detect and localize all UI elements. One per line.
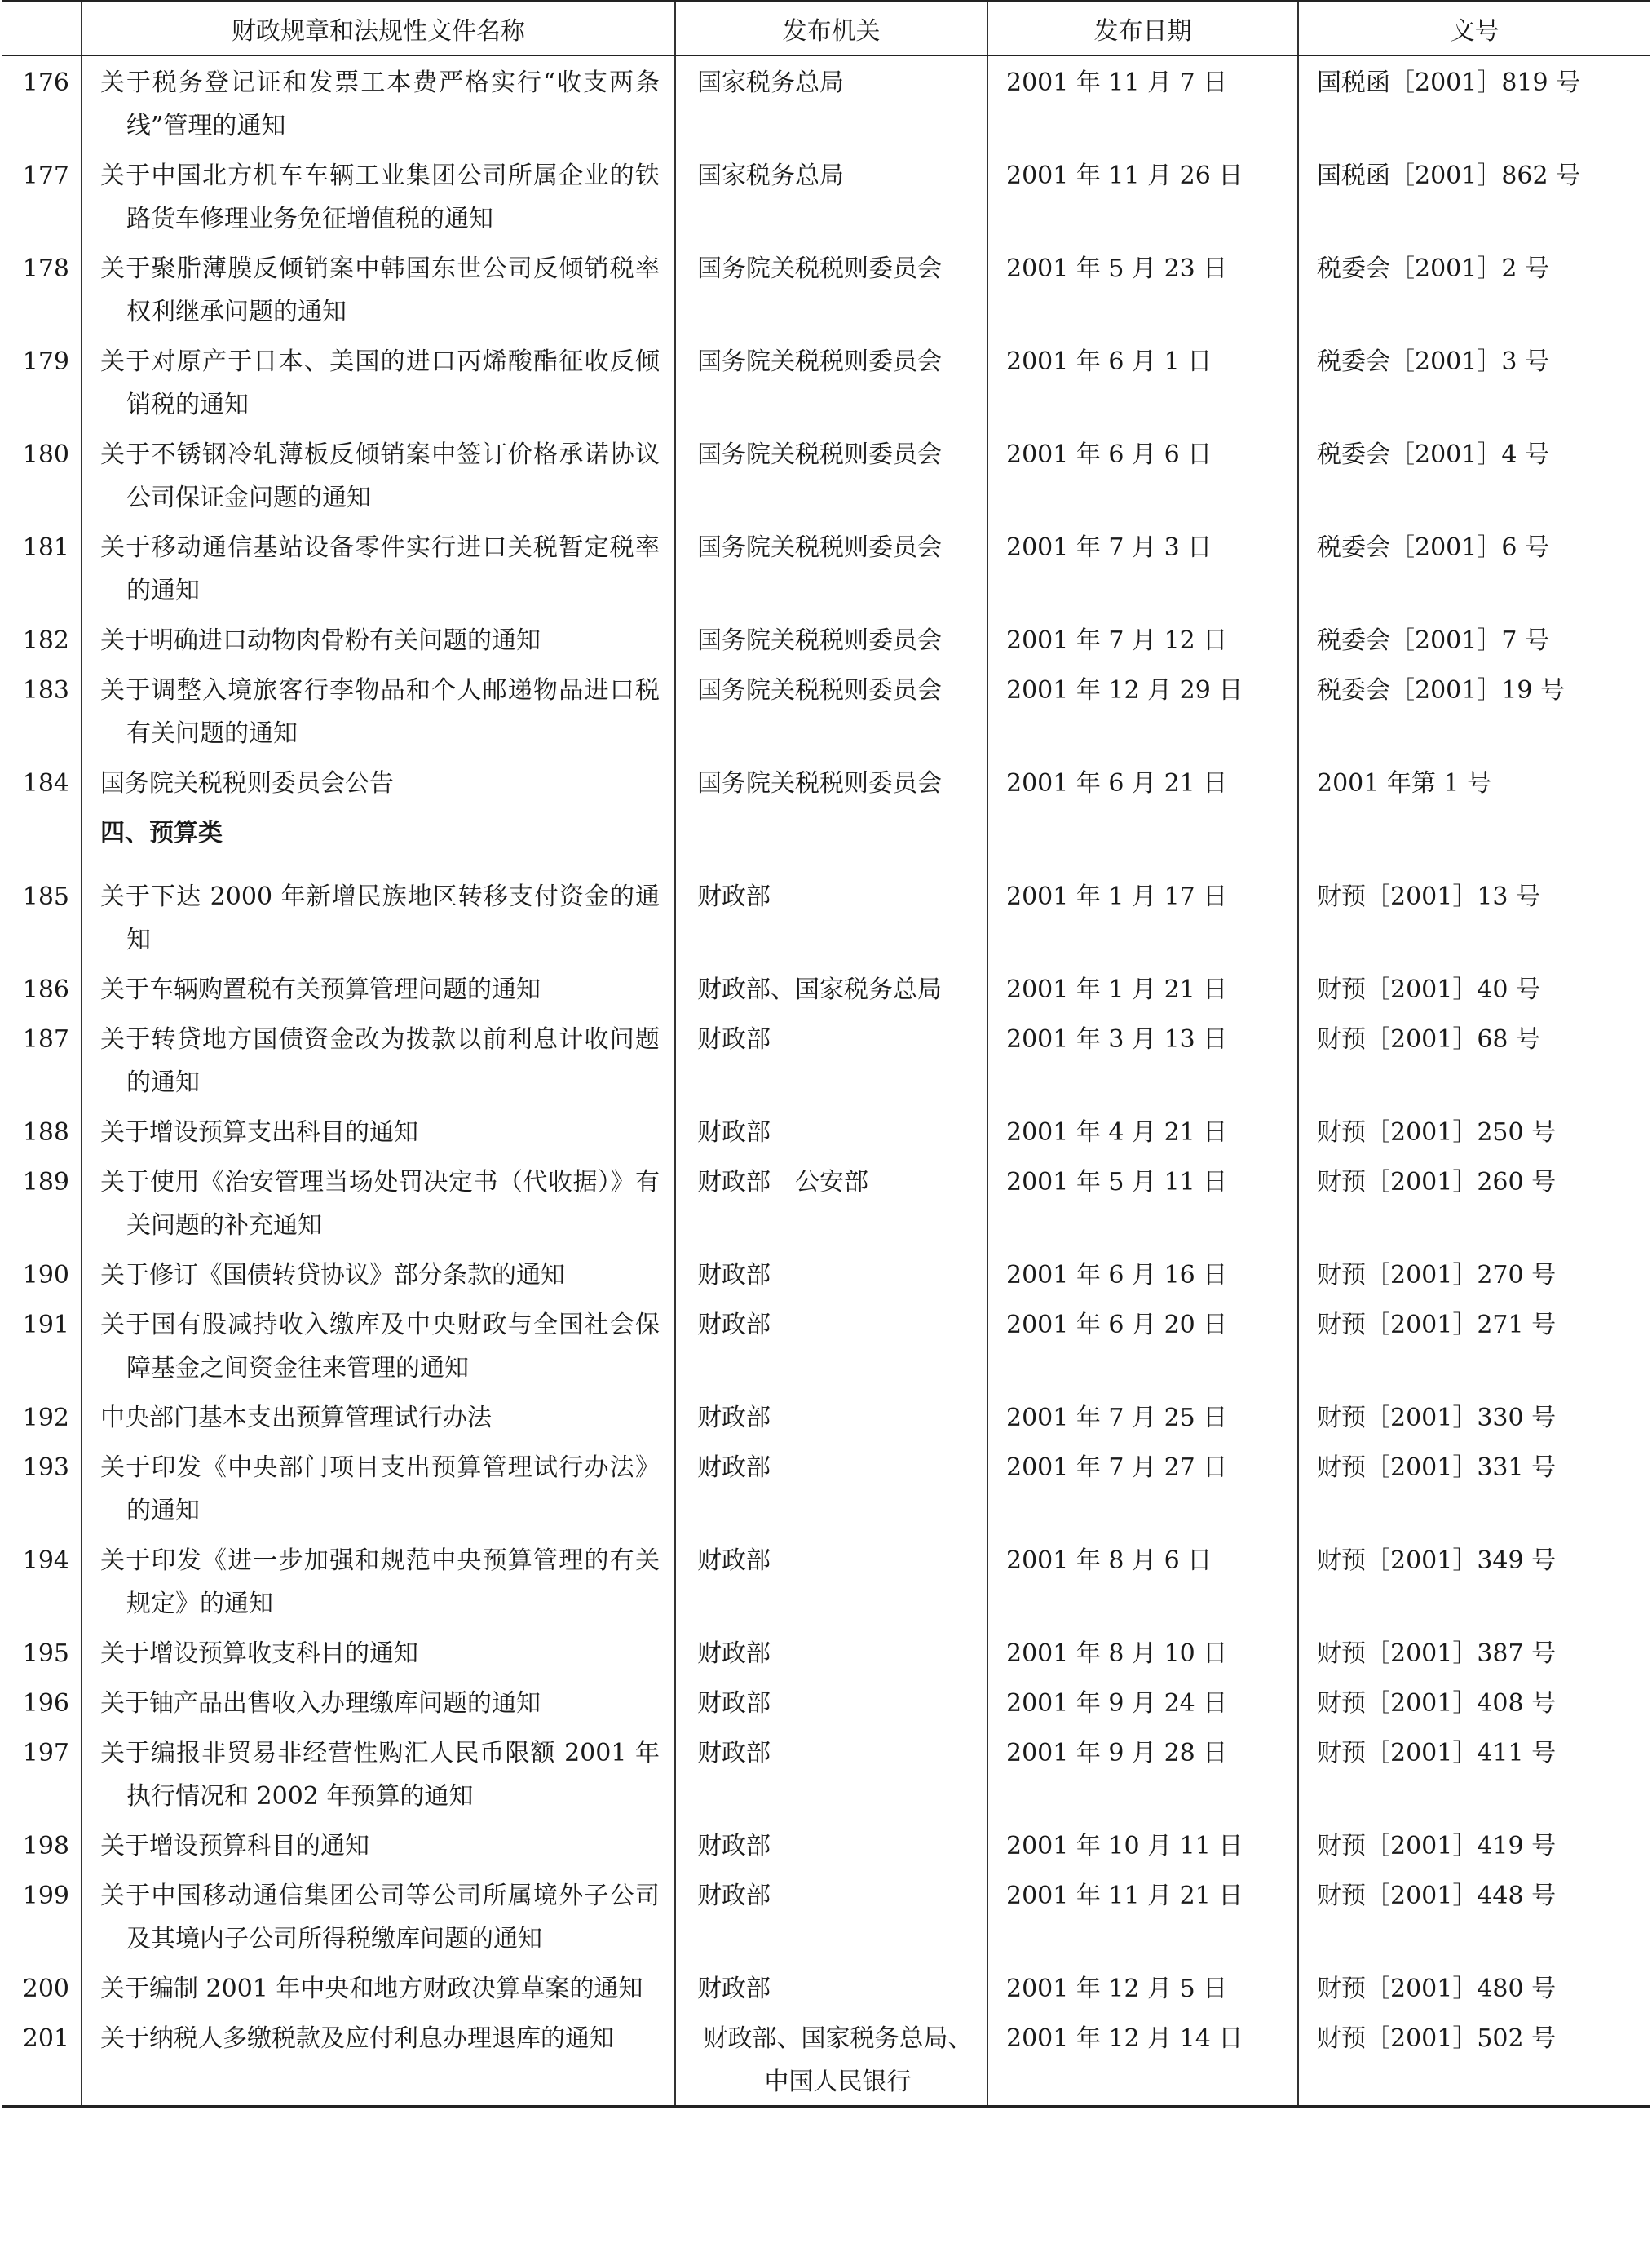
issue-date: 2001 年 6 月 16 日	[987, 1249, 1298, 1298]
table-body-budget	[2, 870, 1650, 2107]
document-number: 税委会［2001］3 号	[1298, 335, 1650, 428]
document-name-cell	[82, 1298, 675, 1391]
issuing-authority: 国务院关税税则委员会	[697, 626, 942, 655]
header-name: 财政规章和法规性文件名称	[82, 2, 675, 56]
document-number: 国税函［2001］819 号	[1298, 55, 1650, 149]
row-number: 190	[22, 1261, 69, 1289]
issuing-authority: 财政部	[697, 882, 771, 911]
regulations-table-page	[2, 0, 1650, 2108]
document-name: 关于使用《治安管理当场处罚决定书（代收据）》有关问题的补充通知	[100, 1168, 660, 1240]
row-number: 181	[22, 533, 69, 562]
document-number: 财预［2001］250 号	[1298, 1106, 1650, 1156]
table-row	[2, 870, 1650, 963]
section-doc-cell	[1298, 807, 1650, 870]
document-name: 中央部门基本支出预算管理试行办法	[100, 1404, 492, 1432]
issue-date: 2001 年 11 月 21 日	[987, 1869, 1298, 1962]
table-row	[2, 757, 1650, 807]
row-number: 184	[22, 769, 69, 798]
issuing-authority: 国务院关税税则委员会	[697, 769, 942, 798]
issue-date: 2001 年 5 月 11 日	[987, 1156, 1298, 1249]
issue-date: 2001 年 6 月 21 日	[987, 757, 1298, 807]
document-name: 关于铀产品出售收入办理缴库问题的通知	[100, 1689, 541, 1718]
issuing-authority: 财政部	[697, 1546, 771, 1575]
document-name-cell	[82, 2012, 675, 2107]
document-name-cell	[82, 1534, 675, 1627]
document-name: 关于国有股减持收入缴库及中央财政与全国社会保障基金之间资金往来管理的通知	[100, 1311, 660, 1382]
document-name: 关于聚脂薄膜反倾销案中韩国东世公司反倾销税率权利继承问题的通知	[100, 254, 660, 326]
table-row	[2, 1727, 1650, 1820]
document-name: 关于增设预算支出科目的通知	[100, 1118, 418, 1147]
issuing-authority-cell	[675, 1156, 987, 1249]
section-row	[2, 807, 1650, 870]
table-row	[2, 963, 1650, 1013]
table-row	[2, 1534, 1650, 1627]
table-body-section	[2, 807, 1650, 870]
row-number: 183	[22, 676, 69, 705]
issue-date: 2001 年 11 月 26 日	[987, 149, 1298, 242]
issue-date: 2001 年 6 月 1 日	[987, 335, 1298, 428]
document-number: 财预［2001］270 号	[1298, 1249, 1650, 1298]
header-doc: 文号	[1298, 2, 1650, 56]
document-number: 国税函［2001］862 号	[1298, 149, 1650, 242]
issuing-authority-cell	[675, 335, 987, 428]
document-number: 税委会［2001］7 号	[1298, 614, 1650, 664]
document-name-cell	[82, 335, 675, 428]
document-name: 关于编报非贸易非经营性购汇人民币限额 2001 年执行情况和 2002 年预算的通知	[100, 1739, 660, 1811]
table-row	[2, 1106, 1650, 1156]
row-number: 180	[22, 440, 69, 469]
issuing-authority: 财政部、国家税务总局、中国人民银行	[703, 2024, 973, 2096]
document-number: 税委会［2001］6 号	[1298, 521, 1650, 614]
document-name: 关于不锈钢冷轧薄板反倾销案中签订价格承诺协议公司保证金问题的通知	[100, 440, 660, 512]
document-name-cell	[82, 1391, 675, 1441]
document-name-cell	[82, 1869, 675, 1962]
row-number: 195	[22, 1639, 69, 1668]
issuing-authority: 国务院关税税则委员会	[697, 440, 942, 469]
document-number: 财预［2001］448 号	[1298, 1869, 1650, 1962]
document-name: 关于转贷地方国债资金改为拨款以前利息计收问题的通知	[100, 1025, 660, 1097]
table-row	[2, 1156, 1650, 1249]
issuing-authority-cell	[675, 1106, 987, 1156]
document-number: 财预［2001］411 号	[1298, 1727, 1650, 1820]
document-number: 财预［2001］40 号	[1298, 963, 1650, 1013]
issue-date: 2001 年 7 月 25 日	[987, 1391, 1298, 1441]
issuing-authority-cell	[675, 55, 987, 149]
document-name: 关于印发《中央部门项目支出预算管理试行办法》的通知	[100, 1453, 660, 1525]
issuing-authority-cell	[675, 870, 987, 963]
issuing-authority-cell	[675, 1249, 987, 1298]
document-number: 税委会［2001］2 号	[1298, 242, 1650, 335]
table-row	[2, 1677, 1650, 1727]
issuing-authority-cell	[675, 1391, 987, 1441]
row-number: 177	[22, 161, 69, 190]
document-name-cell	[82, 1106, 675, 1156]
document-name-cell	[82, 1013, 675, 1106]
document-name: 关于中国北方机车车辆工业集团公司所属企业的铁路货车修理业务免征增值税的通知	[100, 161, 660, 233]
document-name: 关于移动通信基站设备零件实行进口关税暂定税率的通知	[100, 533, 660, 605]
document-name-cell	[82, 1677, 675, 1727]
row-number: 191	[22, 1311, 69, 1339]
document-name-cell	[82, 242, 675, 335]
table-row	[2, 664, 1650, 757]
issue-date: 2001 年 6 月 6 日	[987, 428, 1298, 521]
issuing-authority: 财政部	[697, 1882, 771, 1910]
row-number: 187	[22, 1025, 69, 1054]
issuing-authority: 财政部	[697, 1404, 771, 1432]
table-row	[2, 1249, 1650, 1298]
document-name: 关于明确进口动物肉骨粉有关问题的通知	[100, 626, 541, 655]
table-row	[2, 1391, 1650, 1441]
issuing-authority-cell	[675, 428, 987, 521]
issuing-authority-cell	[675, 1869, 987, 1962]
issue-date: 2001 年 4 月 21 日	[987, 1106, 1298, 1156]
table-row	[2, 1962, 1650, 2012]
table-row	[2, 1013, 1650, 1106]
table-row	[2, 614, 1650, 664]
document-name-cell	[82, 1249, 675, 1298]
document-number: 财预［2001］271 号	[1298, 1298, 1650, 1391]
issue-date: 2001 年 3 月 13 日	[987, 1013, 1298, 1106]
issue-date: 2001 年 1 月 21 日	[987, 963, 1298, 1013]
table-row	[2, 428, 1650, 521]
table-body-taxes	[2, 55, 1650, 807]
row-number: 182	[22, 626, 69, 655]
table-row	[2, 2012, 1650, 2107]
row-number: 193	[22, 1453, 69, 1482]
issue-date: 2001 年 12 月 29 日	[987, 664, 1298, 757]
issuing-authority-cell	[675, 614, 987, 664]
table-row	[2, 521, 1650, 614]
section-no-cell	[2, 807, 82, 870]
issuing-authority: 财政部、国家税务总局	[697, 975, 942, 1004]
header-date: 发布日期	[987, 2, 1298, 56]
table-header-row	[2, 2, 1650, 56]
issuing-authority-cell	[675, 1962, 987, 2012]
document-name-cell	[82, 1441, 675, 1534]
document-name-cell	[82, 1156, 675, 1249]
table-row	[2, 1441, 1650, 1534]
issuing-authority: 国务院关税税则委员会	[697, 533, 942, 562]
row-number: 199	[22, 1882, 69, 1910]
issuing-authority: 国家税务总局	[697, 161, 844, 190]
document-name: 关于增设预算科目的通知	[100, 1832, 369, 1860]
row-number: 196	[22, 1689, 69, 1718]
issuing-authority: 财政部	[697, 1261, 771, 1289]
issue-date: 2001 年 8 月 6 日	[987, 1534, 1298, 1627]
issuing-authority: 财政部	[697, 1453, 771, 1482]
issue-date: 2001 年 12 月 14 日	[987, 2012, 1298, 2107]
issuing-authority: 财政部	[697, 1689, 771, 1718]
document-name: 国务院关税税则委员会公告	[100, 769, 394, 798]
document-name: 关于车辆购置税有关预算管理问题的通知	[100, 975, 541, 1004]
section-date-cell	[987, 807, 1298, 870]
row-number: 176	[22, 69, 69, 97]
issuing-authority-cell	[675, 664, 987, 757]
document-name: 关于税务登记证和发票工本费严格实行“收支两条线”管理的通知	[100, 69, 660, 140]
document-number: 财预［2001］330 号	[1298, 1391, 1650, 1441]
document-name-cell	[82, 1820, 675, 1869]
row-number: 201	[2, 2012, 82, 2107]
header-no	[2, 2, 82, 56]
issuing-authority: 财政部	[697, 1118, 771, 1147]
row-number: 179	[22, 347, 69, 376]
document-name-cell	[82, 55, 675, 149]
issue-date: 2001 年 12 月 5 日	[987, 1962, 1298, 2012]
document-name: 关于下达 2000 年新增民族地区转移支付资金的通知	[100, 882, 660, 954]
issue-date: 2001 年 7 月 27 日	[987, 1441, 1298, 1534]
issuing-authority: 财政部	[697, 1639, 771, 1668]
document-number: 税委会［2001］4 号	[1298, 428, 1650, 521]
issuing-authority: 财政部	[697, 1311, 771, 1339]
document-number: 财预［2001］331 号	[1298, 1441, 1650, 1534]
issuing-authority-cell	[675, 242, 987, 335]
document-name: 关于纳税人多缴税款及应付利息办理退库的通知	[100, 2024, 614, 2053]
document-name-cell	[82, 428, 675, 521]
issue-date: 2001 年 10 月 11 日	[987, 1820, 1298, 1869]
row-number: 192	[22, 1404, 69, 1432]
issuing-authority-cell	[675, 963, 987, 1013]
row-number: 194	[22, 1546, 69, 1575]
row-number: 200	[22, 1975, 69, 2003]
issuing-authority-cell	[675, 1677, 987, 1727]
table-row	[2, 1869, 1650, 1962]
document-name: 关于印发《进一步加强和规范中央预算管理的有关规定》的通知	[100, 1546, 660, 1618]
row-number: 185	[22, 882, 69, 911]
table-row	[2, 1820, 1650, 1869]
document-number: 税委会［2001］19 号	[1298, 664, 1650, 757]
document-number: 财预［2001］387 号	[1298, 1627, 1650, 1677]
document-number: 财预［2001］419 号	[1298, 1820, 1650, 1869]
issuing-authority: 国家税务总局	[697, 69, 844, 97]
issuing-authority: 财政部 公安部	[697, 1168, 868, 1196]
issuing-authority-cell	[675, 1298, 987, 1391]
document-name: 关于中国移动通信集团公司等公司所属境外子公司及其境内子公司所得税缴库问题的通知	[100, 1882, 660, 1953]
row-number: 189	[22, 1168, 69, 1196]
document-number: 财预［2001］502 号	[1298, 2012, 1650, 2107]
issuing-authority: 财政部	[697, 1739, 771, 1767]
issue-date: 2001 年 9 月 28 日	[987, 1727, 1298, 1820]
table-row	[2, 242, 1650, 335]
issuing-authority-cell	[675, 1727, 987, 1820]
issuing-authority: 国务院关税税则委员会	[697, 254, 942, 283]
issuing-authority-cell	[675, 521, 987, 614]
issuing-authority: 财政部	[697, 1975, 771, 2003]
issuing-authority-cell	[675, 149, 987, 242]
table-row	[2, 1298, 1650, 1391]
document-name-cell	[82, 1727, 675, 1820]
document-name-cell	[82, 521, 675, 614]
issue-date: 2001 年 9 月 24 日	[987, 1677, 1298, 1727]
issuing-authority: 财政部	[697, 1025, 771, 1054]
row-number: 197	[22, 1739, 69, 1767]
document-name: 关于编制 2001 年中央和地方财政决算草案的通知	[100, 1975, 643, 2003]
issuing-authority: 国务院关税税则委员会	[697, 676, 942, 705]
document-name-cell	[82, 149, 675, 242]
issuing-authority: 财政部	[697, 1832, 771, 1860]
document-name: 关于对原产于日本、美国的进口丙烯酸酯征收反倾销税的通知	[100, 347, 660, 419]
issuing-authority: 国务院关税税则委员会	[697, 347, 942, 376]
issue-date: 2001 年 7 月 12 日	[987, 614, 1298, 664]
table-row	[2, 1627, 1650, 1677]
row-number: 198	[22, 1832, 69, 1860]
issuing-authority-cell	[675, 1820, 987, 1869]
document-name-cell	[82, 870, 675, 963]
document-number: 财预［2001］349 号	[1298, 1534, 1650, 1627]
row-number: 186	[22, 975, 69, 1004]
row-number: 188	[22, 1118, 69, 1147]
issue-date: 2001 年 7 月 3 日	[987, 521, 1298, 614]
issuing-authority-cell	[675, 757, 987, 807]
document-name-cell	[82, 963, 675, 1013]
section-title: 四、预算类	[100, 819, 223, 847]
issuing-authority-cell	[675, 1627, 987, 1677]
row-number: 178	[22, 254, 69, 283]
document-name-cell	[82, 757, 675, 807]
document-name-cell	[82, 664, 675, 757]
issue-date: 2001 年 6 月 20 日	[987, 1298, 1298, 1391]
issuing-authority-cell	[675, 2012, 987, 2107]
regulations-table	[2, 0, 1650, 2108]
document-name: 关于修订《国债转贷协议》部分条款的通知	[100, 1261, 565, 1289]
table-row	[2, 55, 1650, 149]
document-number: 财预［2001］480 号	[1298, 1962, 1650, 2012]
document-number: 财预［2001］408 号	[1298, 1677, 1650, 1727]
document-name-cell	[82, 1627, 675, 1677]
section-title-cell	[82, 807, 675, 870]
document-number: 财预［2001］260 号	[1298, 1156, 1650, 1249]
issuing-authority-cell	[675, 1441, 987, 1534]
document-name-cell	[82, 1962, 675, 2012]
header-org: 发布机关	[675, 2, 987, 56]
section-org-cell	[675, 807, 987, 870]
document-name: 关于调整入境旅客行李物品和个人邮递物品进口税有关问题的通知	[100, 676, 660, 748]
issuing-authority-cell	[675, 1013, 987, 1106]
issue-date: 2001 年 1 月 17 日	[987, 870, 1298, 963]
table-row	[2, 149, 1650, 242]
document-number: 财预［2001］68 号	[1298, 1013, 1650, 1106]
document-name-cell	[82, 614, 675, 664]
issue-date: 2001 年 11 月 7 日	[987, 55, 1298, 149]
document-name: 关于增设预算收支科目的通知	[100, 1639, 418, 1668]
table-row	[2, 335, 1650, 428]
issuing-authority-cell	[675, 1534, 987, 1627]
issue-date: 2001 年 5 月 23 日	[987, 242, 1298, 335]
document-number: 2001 年第 1 号	[1298, 757, 1650, 807]
document-number: 财预［2001］13 号	[1298, 870, 1650, 963]
issue-date: 2001 年 8 月 10 日	[987, 1627, 1298, 1677]
